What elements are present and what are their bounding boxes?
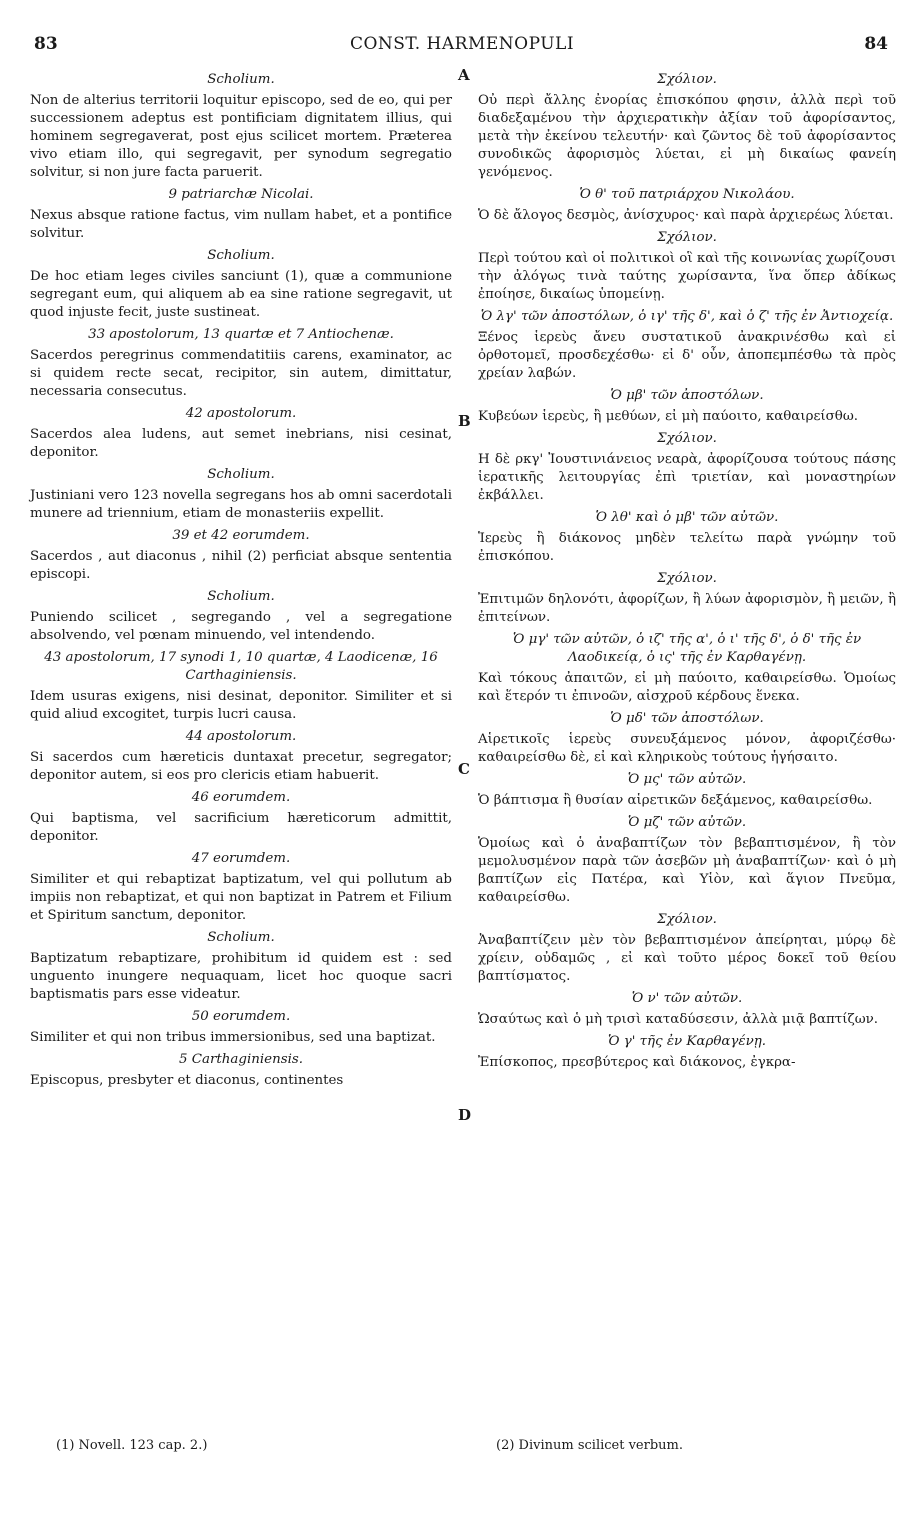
greek-paragraph: Περὶ τούτου καὶ οἱ πολιτικοὶ οἳ καὶ τῆς κοινωνίας χωρίζουσι τὴν ἀλόγως τινὰ ταύτης χωρίσαντα, ἵνα ὅπερ ἀδίκως ἐποίησε, δικαίως ὑπομείνῃ. — [478, 251, 896, 302]
latin-paragraph: Episcopus, presbyter et diaconus, continentes — [30, 1073, 344, 1088]
greek-heading: Σχόλιον. — [657, 571, 717, 586]
greek-heading: Ὁ λγ' τῶν ἀποστόλων, ὁ ιγ' τῆς δ', καὶ ὁ ζ' τῆς ἐν Ἀντιοχείᾳ. — [480, 309, 894, 324]
footnote-right: (2) Divinum scilicet verbum. — [496, 1438, 683, 1453]
latin-paragraph: De hoc etiam leges civiles sanciunt (1), quæ a communione segregant eum, qui aliquem ab ea sine ratione segregavit, ut quod injuste fecit, juste sustineat. — [30, 269, 452, 320]
latin-heading: 42 apostolorum. — [185, 406, 297, 421]
greek-paragraph: Ἀναβαπτίζειν μὲν τὸν βεβαπτισμένον ἀπείρηται, μύρῳ δὲ χρίειν, οὐδαμῶς , εἰ καὶ τοῦτο μέρος δοκεῖ τοῦ θείου βαπτίσματος. — [478, 933, 896, 984]
latin-paragraph: Sacerdos alea ludens, aut semet inebrians, nisi cesinat, deponitor. — [30, 427, 452, 460]
greek-heading: Ὁ μδ' τῶν ἀποστόλων. — [610, 711, 764, 726]
latin-heading: 44 apostolorum. — [185, 729, 297, 744]
greek-heading: Ὁ μζ' τῶν αὐτῶν. — [627, 815, 747, 830]
footnote-left: (1) Novell. 123 cap. 2.) — [56, 1438, 208, 1453]
greek-paragraph: Ἱερεὺς ἢ διάκονος μηδὲν τελείτω παρὰ γνώμην τοῦ ἐπισκόπου. — [478, 531, 896, 564]
latin-paragraph: Justiniani vero 123 novella segregans hos ab omni sacerdotali munere ad triennium, etiam de monasteriis expellit. — [30, 488, 452, 521]
latin-heading: Scholium. — [207, 72, 275, 87]
greek-heading: Ὁ γ' τῆς ἐν Καρθαγένῃ. — [607, 1034, 767, 1049]
latin-heading: 43 apostolorum, 17 synodi 1, 10 quartæ, 4 Laodicenæ, 16 Carthaginiensis. — [44, 650, 438, 683]
latin-heading: 5 Carthaginiensis. — [179, 1052, 303, 1067]
greek-paragraph: Καὶ τόκους ἀπαιτῶν, εἰ μὴ παύοιτο, καθαιρείσθω. Ὁμοίως καὶ ἕτερόν τι ἐπινοῶν, αἰσχροῦ κέρδους ἕνεκα. — [478, 671, 896, 704]
latin-paragraph: Similiter et qui non tribus immersionibus, sed una baptizat. — [30, 1030, 436, 1045]
latin-paragraph: Qui baptisma, vel sacrificium hæreticorum admittit, deponitor. — [30, 811, 452, 844]
greek-heading: Ὁ μγ' τῶν αὐτῶν, ὁ ιζ' τῆς α', ὁ ι' τῆς δ', ὁ δ' τῆς ἐν Λαοδικείᾳ, ὁ ις' τῆς ἐν Καρθαγένῃ. — [512, 632, 862, 665]
latin-paragraph: Non de alterius territorii loquitur episcopo, sed de eo, qui per successionem adeptus est pontificiam dignitatem illius, qui hominem segregaverat, post ejus scilicet mortem. Præterea vivo etiam illo, qui segregavit, per synodum segregatio solvitur, si non jure facta paruerit. — [30, 93, 452, 180]
latin-heading: Scholium. — [207, 248, 275, 263]
greek-heading: Ὁ μβ' τῶν ἀποστόλων. — [610, 388, 764, 403]
greek-paragraph: Αἱρετικοῖς ἱερεὺς συνευξάμενος μόνον, ἀφοριζέσθω· καθαιρείσθω δὲ, εἰ καὶ κληρικοὺς τούτους ἡγήσαιτο. — [478, 732, 896, 765]
latin-paragraph: Nexus absque ratione factus, vim nullam habet, et a pontifice solvitur. — [30, 208, 452, 241]
greek-paragraph: Ὁ δὲ ἄλογος δεσμὸς, ἀνίσχυρος· καὶ παρὰ ἀρχιερέως λύεται. — [478, 208, 894, 223]
greek-paragraph: Η δὲ ρκγ' Ἰουστινιάνειος νεαρὰ, ἀφορίζουσα τούτους πάσης ἱερατικῆς λειτουργίας ἐπὶ τριετίαν, καὶ μοναστηρίων ἐκβάλλει. — [478, 452, 896, 503]
latin-heading: 33 apostolorum, 13 quartæ et 7 Antiochenæ. — [88, 327, 394, 342]
running-title: CONST. HARMENOPULI — [349, 34, 575, 54]
greek-heading: Σχόλιον. — [657, 912, 717, 927]
greek-paragraph: Ὁ βάπτισμα ἢ θυσίαν αἱρετικῶν δεξάμενος, καθαιρείσθω. — [478, 793, 873, 808]
right-page-number: 84 — [864, 34, 888, 54]
margin-letter-a: A — [458, 66, 470, 84]
latin-heading: 50 eorumdem. — [191, 1009, 291, 1024]
greek-heading: Ὁ ν' τῶν αὐτῶν. — [631, 991, 743, 1006]
greek-paragraph: Ὡσαύτως καὶ ὁ μὴ τρισὶ καταδύσεσιν, ἀλλὰ μιᾷ βαπτίζων. — [478, 1012, 879, 1027]
greek-heading: Ὁ λθ' καὶ ὁ μβ' τῶν αὐτῶν. — [595, 510, 779, 525]
greek-paragraph: Ἐπιτιμῶν δηλονότι, ἀφορίζων, ἢ λύων ἀφορισμὸν, ἢ μειῶν, ἢ ἐπιτείνων. — [478, 592, 896, 625]
greek-heading: Σχόλιον. — [657, 431, 717, 446]
latin-paragraph: Puniendo scilicet , segregando , vel a segregatione absolvendo, vel pœnam minuendo, vel intendendo. — [30, 610, 452, 643]
greek-paragraph: Κυβεύων ἱερεὺς, ἢ μεθύων, εἰ μὴ παύοιτο, καθαιρείσθω. — [478, 409, 859, 424]
greek-heading: Ὁ μς' τῶν αὐτῶν. — [627, 772, 747, 787]
greek-paragraph: Ξένος ἱερεὺς ἄνευ συστατικοῦ ἀνακρινέσθω καὶ εἰ ὀρθοτομεῖ, προσδεχέσθω· εἰ δ' οὖν, ἀποπεμπέσθω τὰ πρὸς χρείαν λαβών. — [478, 330, 896, 381]
margin-letter-b: B — [458, 412, 471, 430]
latin-paragraph: Si sacerdos cum hæreticis duntaxat precetur, segregator; deponitor autem, si eos pro clericis etiam habuerit. — [30, 750, 452, 783]
greek-heading: Σχόλιον. — [657, 230, 717, 245]
greek-paragraph: Ὁμοίως καὶ ὁ ἀναβαπτίζων τὸν βεβαπτισμένον, ἢ τὸν μεμολυσμένον παρὰ τῶν ἀσεβῶν μὴ ἀναβαπτίζων· καὶ ὁ μὴ βαπτίζων εἰς Πατέρα, καὶ Υἱὸν, καὶ ἅγιον Πνεῦμα, καθαιρείσθω. — [478, 836, 896, 905]
latin-heading: Scholium. — [207, 930, 275, 945]
margin-letter-c: C — [458, 760, 470, 778]
greek-heading: Ὁ θ' τοῦ πατριάρχου Νικολάου. — [579, 187, 795, 202]
latin-heading: 46 eorumdem. — [191, 790, 291, 805]
greek-heading: Σχόλιον. — [657, 72, 717, 87]
greek-paragraph: Ἐπίσκοπος, πρεσβύτερος καὶ διάκονος, ἐγκρα- — [478, 1055, 796, 1070]
margin-letter-d: D — [458, 1106, 472, 1124]
latin-heading: 47 eorumdem. — [191, 851, 291, 866]
left-page-number: 83 — [34, 34, 58, 54]
latin-column — [30, 68, 452, 1094]
latin-paragraph: Sacerdos peregrinus commendatitiis carens, examinator, ac si quidem recte secat, recipitor, sin autem, dimittatur, necessaria consecutus. — [30, 348, 452, 399]
latin-paragraph: Baptizatum rebaptizare, prohibitum id quidem est : sed unguento inungere nequaquam, licet hoc quoque sacri baptismatis pars esse videatur. — [30, 951, 452, 1002]
latin-paragraph: Sacerdos , aut diaconus , nihil (2) perficiat absque sententia episcopi. — [30, 549, 452, 582]
latin-heading: 39 et 42 eorumdem. — [172, 528, 310, 543]
greek-column — [478, 68, 896, 1076]
greek-paragraph: Οὐ περὶ ἄλλης ἐνορίας ἐπισκόπου φησιν, ἀλλὰ περὶ τοῦ διαδεξαμένου τὴν ἀρχιερατικὴν ἀξίαν τοῦ ἀφορίσαντος, μετὰ τὴν ἐκείνου τελευτήν· καὶ ζῶντος δὲ τοῦ ἀφορίσαντος συνοδικῶς ἀφορισμὸς λύεται, εἰ μὴ δικαίως φανείη γενόμενος. — [478, 93, 896, 180]
latin-heading: Scholium. — [207, 467, 275, 482]
latin-paragraph: Idem usuras exigens, nisi desinat, deponitor. Similiter et si quid aliud excogitet, turpis lucri causa. — [30, 689, 452, 722]
latin-heading: 9 patriarchæ Nicolai. — [168, 187, 314, 202]
latin-heading: Scholium. — [207, 589, 275, 604]
latin-paragraph: Similiter et qui rebaptizat baptizatum, vel qui pollutum ab impiis non rebaptizat, et qui non baptizat in Patrem et Filium et Spiritum sanctum, deponitor. — [30, 872, 452, 923]
